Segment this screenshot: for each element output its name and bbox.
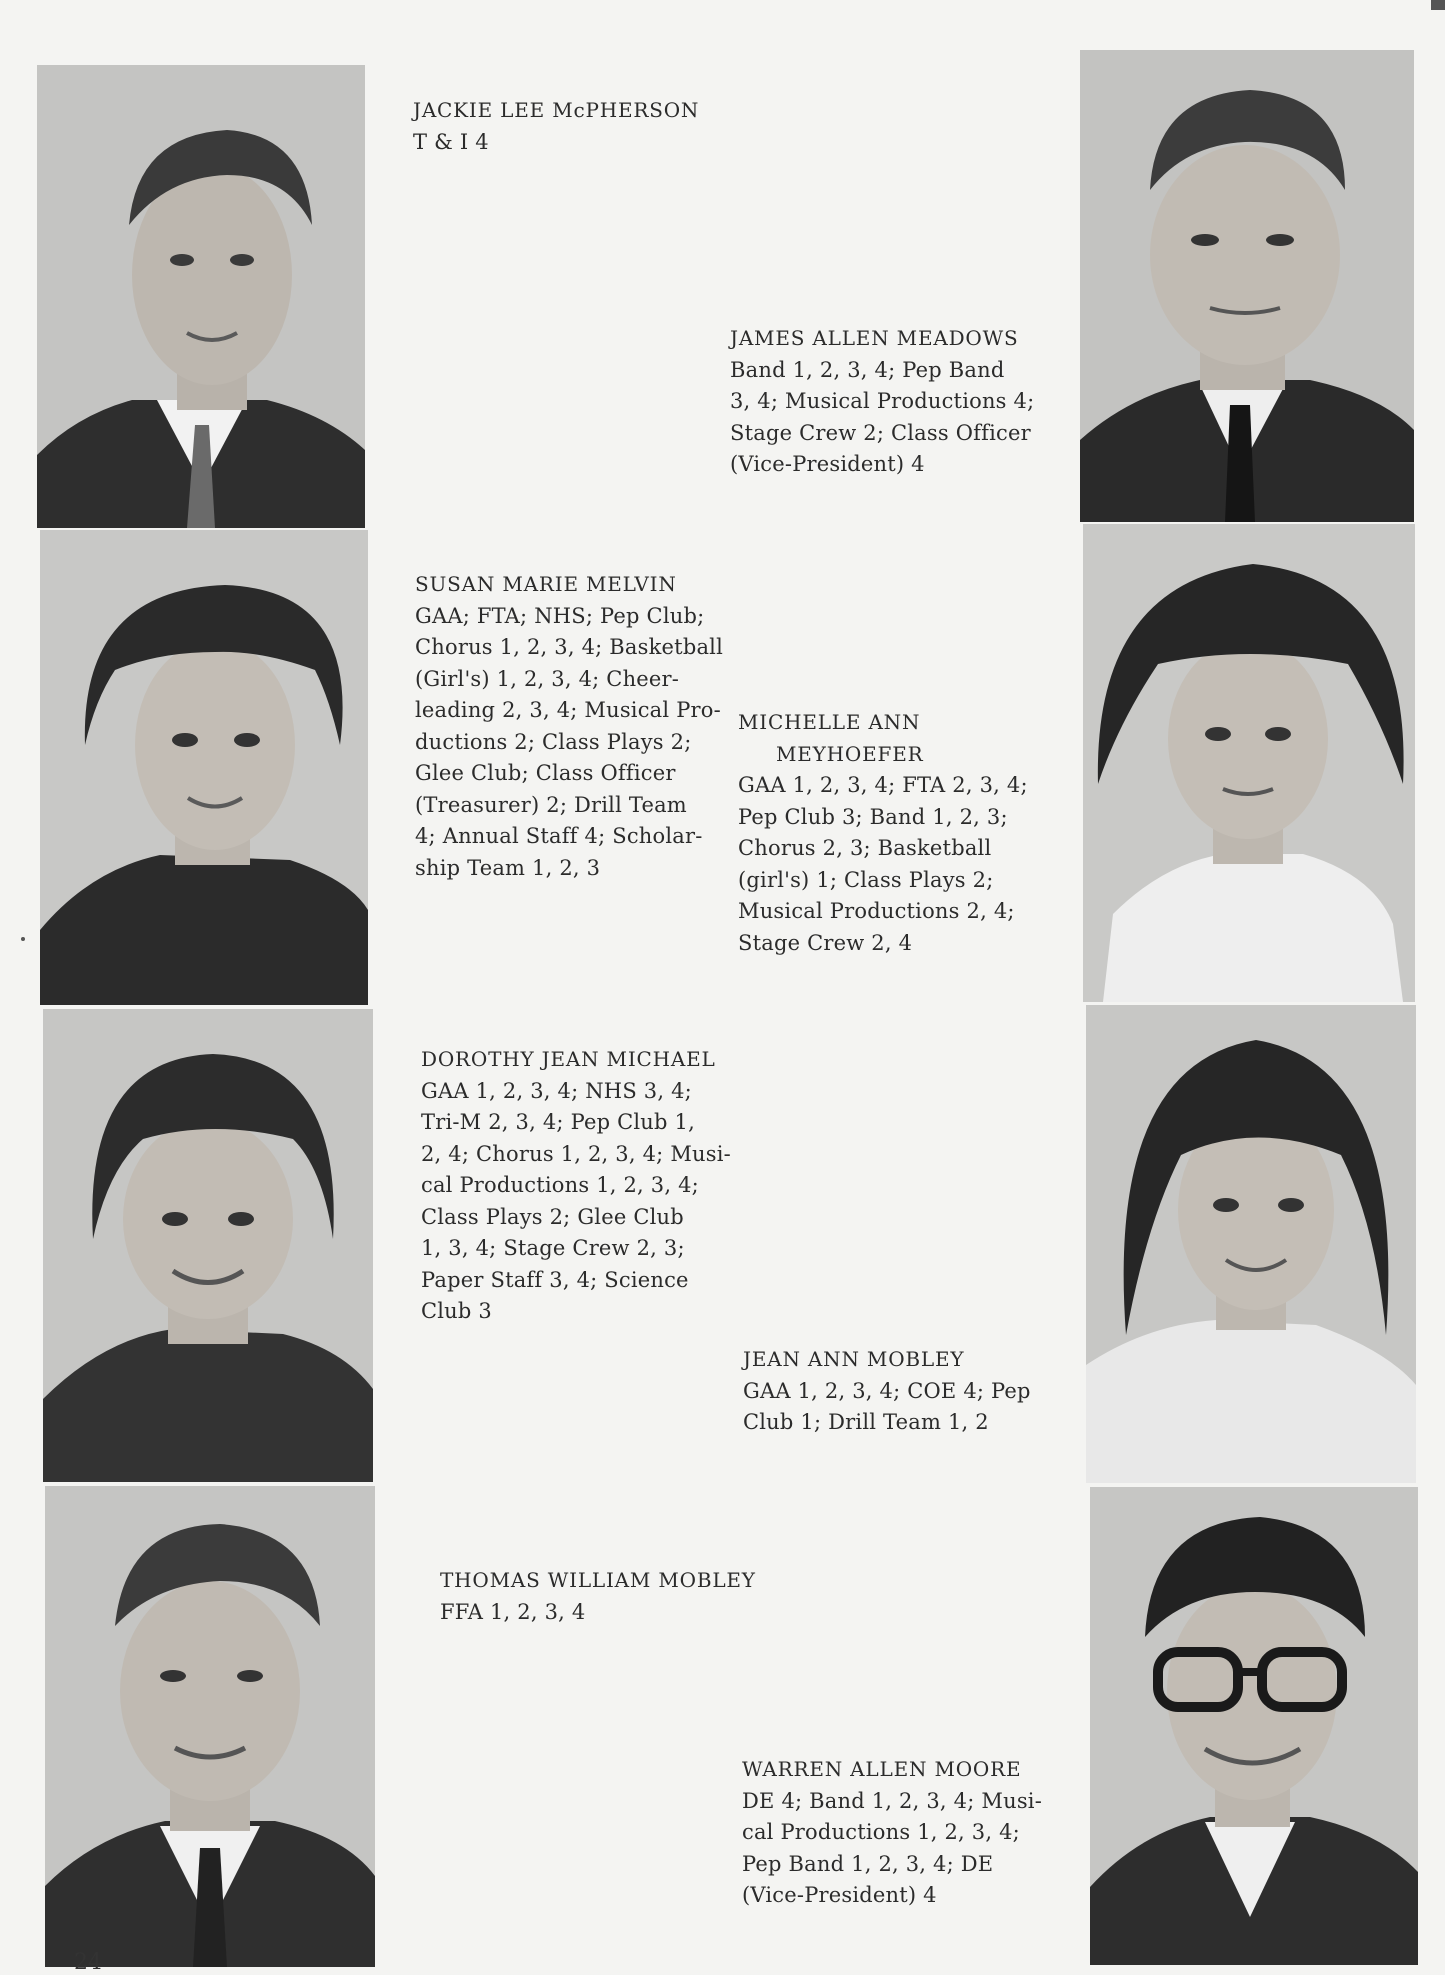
activity-line: 3, 4; Musical Productions 4; [730, 389, 1035, 413]
activity-line: cal Productions 1, 2, 3, 4; [742, 1820, 1020, 1844]
activity-line: Club 3 [421, 1299, 492, 1323]
student-name: JEAN ANN MOBLEY [743, 1347, 965, 1371]
activity-line: Class Plays 2; Glee Club [421, 1204, 684, 1229]
student-name: JAMES ALLEN MEADOWS [730, 326, 1019, 350]
portrait-thomas-mobley [45, 1486, 375, 1967]
caption-warren-moore [742, 1754, 1042, 1912]
portrait-james-meadows [1080, 50, 1414, 522]
student-name: THOMAS WILLIAM MOBLEY [440, 1568, 756, 1592]
activity-line: (Treasurer) 2; Drill Team [415, 792, 687, 817]
page-edge-mark [1431, 0, 1445, 10]
margin-dot [21, 937, 25, 941]
activity-line: cal Productions 1, 2, 3, 4; [421, 1173, 699, 1197]
caption-dorothy-michael [421, 1044, 731, 1328]
student-name: JACKIE LEE McPHERSON [413, 98, 700, 122]
caption-jean-mobley [743, 1344, 1031, 1439]
caption-michelle-meyhoefer [738, 707, 1028, 959]
activity-line: (Vice-President) 4 [730, 452, 925, 476]
activity-line: GAA 1, 2, 3, 4; NHS 3, 4; [421, 1078, 692, 1103]
caption-susan-melvin [415, 569, 723, 884]
activity-line: Chorus 1, 2, 3, 4; Basketball [415, 635, 724, 659]
activity-line: DE 4; Band 1, 2, 3, 4; Musi- [742, 1788, 1043, 1813]
activity-line: 4; Annual Staff 4; Scholar- [415, 824, 703, 848]
activity-line: Stage Crew 2; Class Officer [730, 420, 1031, 445]
portrait-jackie-mcpherson [37, 65, 365, 528]
activity-line: GAA 1, 2, 3, 4; FTA 2, 3, 4; [738, 773, 1028, 797]
page-number: 24 [74, 1950, 102, 1975]
student-name-continued: MEYHOEFER [776, 741, 924, 766]
student-name: DOROTHY JEAN MICHAEL [421, 1047, 716, 1071]
activity-line: Glee Club; Class Officer [415, 761, 676, 785]
activity-line: 1, 3, 4; Stage Crew 2, 3; [421, 1236, 685, 1260]
activity-line: GAA; FTA; NHS; Pep Club; [415, 603, 705, 628]
portrait-michelle-meyhoefer [1083, 524, 1415, 1002]
activity-line: Band 1, 2, 3, 4; Pep Band [730, 357, 1005, 382]
student-name: SUSAN MARIE MELVIN [415, 572, 677, 596]
activity-line: Club 1; Drill Team 1, 2 [743, 1410, 989, 1434]
activity-line: FFA 1, 2, 3, 4 [440, 1599, 586, 1624]
activity-line: Chorus 2, 3; Basketball [738, 836, 992, 860]
activity-line: Musical Productions 2, 4; [738, 899, 1015, 923]
portrait-susan-melvin [40, 530, 368, 1005]
activity-line: leading 2, 3, 4; Musical Pro- [415, 698, 721, 722]
caption-jackie-mcpherson [413, 95, 699, 158]
activity-line: Stage Crew 2, 4 [738, 930, 913, 955]
student-name: MICHELLE ANN [738, 710, 921, 734]
activity-line: (Vice-President) 4 [742, 1883, 937, 1907]
activity-line: (Girl's) 1, 2, 3, 4; Cheer- [415, 666, 680, 691]
activity-line: GAA 1, 2, 3, 4; COE 4; Pep [743, 1378, 1031, 1403]
activity-line: Tri-M 2, 3, 4; Pep Club 1, [421, 1110, 695, 1134]
portrait-jean-mobley [1086, 1005, 1416, 1483]
portrait-warren-moore [1090, 1487, 1418, 1965]
activity-line: Pep Band 1, 2, 3, 4; DE [742, 1851, 994, 1876]
student-name: WARREN ALLEN MOORE [742, 1757, 1022, 1781]
caption-thomas-mobley [440, 1565, 756, 1628]
portrait-dorothy-michael [43, 1009, 373, 1482]
activity-line: Paper Staff 3, 4; Science [421, 1267, 689, 1292]
activity-line: (girl's) 1; Class Plays 2; [738, 867, 994, 892]
activity-line: T & I 4 [413, 129, 489, 154]
activity-line: Pep Club 3; Band 1, 2, 3; [738, 804, 1008, 829]
activity-line: 2, 4; Chorus 1, 2, 3, 4; Musi- [421, 1141, 731, 1166]
activity-line: ship Team 1, 2, 3 [415, 855, 601, 880]
caption-james-meadows [730, 323, 1034, 481]
activity-line: ductions 2; Class Plays 2; [415, 729, 692, 754]
